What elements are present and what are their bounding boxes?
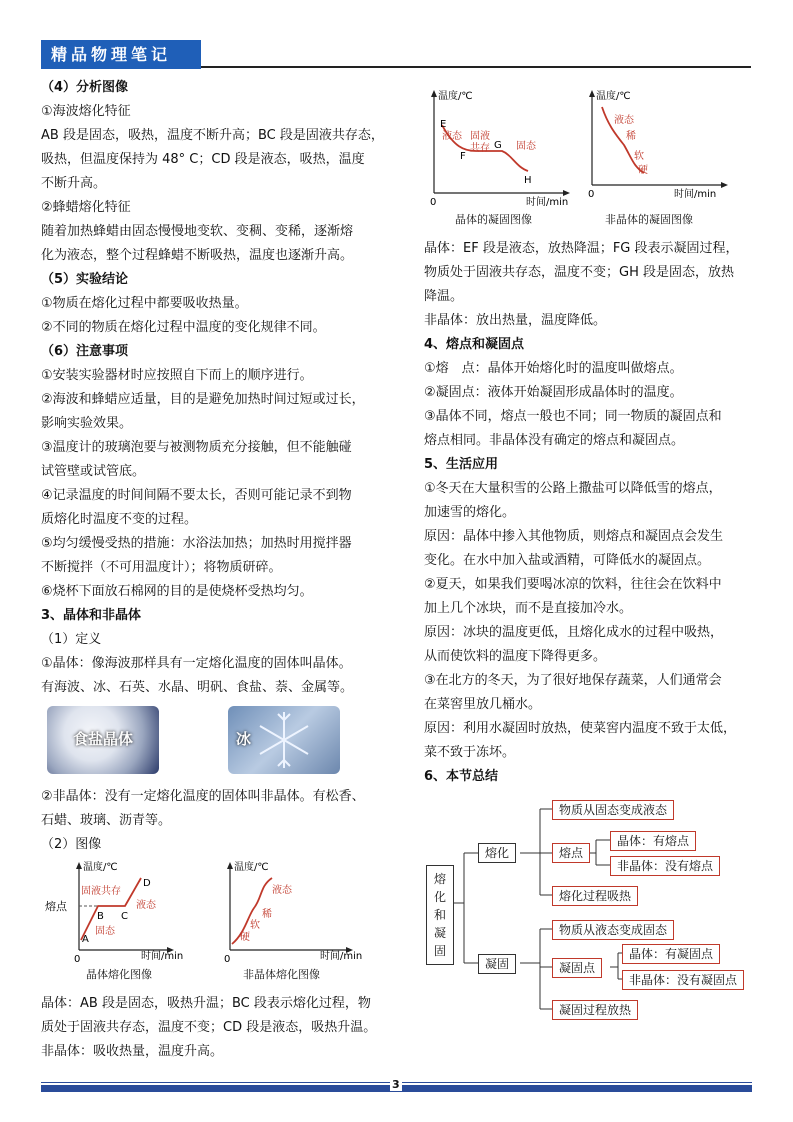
text-line: ③晶体不同，熔点一般也不同；同一物质的凝固点和 — [424, 409, 722, 424]
chart3-solid: 固态 — [516, 141, 536, 152]
text-line: 随着加热蜂蜡由固态慢慢地变软、变稠、变稀，逐渐熔 — [41, 224, 354, 239]
chart2-soft: 软 — [250, 920, 260, 931]
text-line: ②非晶体：没有一定熔化温度的固体叫非晶体。有松香、 — [41, 789, 365, 804]
chart1-D: D — [143, 878, 151, 889]
chart4-ylabel: 温度/℃ — [596, 91, 631, 102]
text-line: 不断升高。 — [41, 176, 107, 191]
text-line: AB 段是固态，吸热，温度不断升高；BC 段是固液共存态， — [41, 128, 384, 143]
text-line: ①晶体：像海波那样具有一定熔化温度的固体叫晶体。 — [41, 656, 352, 671]
chart3-xlabel: 时间/min — [526, 197, 569, 208]
text-line: 加上几个冰块，而不是直接加冷水。 — [424, 601, 633, 616]
text-line: 原因：冰块的温度更低，且熔化成水的过程中吸热， — [424, 625, 724, 640]
chart3-mix1: 固液 — [470, 131, 490, 142]
text-line: ②不同的物质在熔化过程中温度的变化规律不同。 — [41, 320, 326, 335]
summary-diagram — [424, 795, 754, 1020]
chart3-F: F — [460, 151, 466, 162]
chart2-caption: 非晶体熔化图像 — [243, 968, 320, 981]
amorphous-melting-chart — [220, 858, 363, 972]
summary-amorph-fp: 非晶体：没有凝固点 — [622, 970, 744, 990]
text-line: （1）定义 — [41, 632, 102, 647]
text-line: ①安装实验器材时应按照自下而上的顺序进行。 — [41, 368, 313, 383]
text-line: 熔点相同。非晶体没有确定的熔点和凝固点。 — [424, 433, 685, 448]
chart2-ylabel: 温度/℃ — [234, 862, 269, 873]
chart4-origin: 0 — [588, 189, 595, 200]
text-line: ③在北方的冬天，为了很好地保存蔬菜，人们通常会 — [424, 673, 722, 688]
text-line: 影响实验效果。 — [41, 416, 133, 431]
right-column-text — [424, 237, 754, 789]
text-line: ①冬天在大量积雪的公路上撒盐可以降低雪的熔点， — [424, 481, 722, 496]
chart1-mix: 固液共存 — [81, 886, 121, 897]
text-line: ①海波熔化特征 — [41, 104, 131, 119]
chart4-xlabel: 时间/min — [674, 189, 717, 200]
chart1-liquid: 液态 — [136, 900, 156, 911]
text-line: 非晶体：放出热量，温度降低。 — [424, 313, 607, 328]
summary-crystal-mp: 晶体：有熔点 — [610, 831, 696, 851]
text-line: 菜不致于冻坏。 — [424, 745, 516, 760]
text-line: 质处于固液共存态，温度不变；CD 段是液态，吸热升温。 — [41, 1020, 377, 1035]
text-line: ⑤均匀缓慢受热的措施：水浴法加热；加热时用搅拌器 — [41, 536, 352, 551]
text-line: 不断搅拌（不可用温度计）；将物质研碎。 — [41, 560, 282, 575]
text-line: ③温度计的玻璃泡要与被测物质充分接触，但不能触碰 — [41, 440, 352, 455]
crystal-freezing-chart — [424, 85, 574, 214]
salt-crystal-label: 食盐晶体 — [72, 730, 133, 748]
chart1-C: C — [121, 911, 128, 922]
section-heading: 4、熔点和凝固点 — [424, 337, 525, 352]
chart1-ylabel: 温度/℃ — [83, 862, 118, 873]
text-line: 吸热，但温度保持为 48° C；CD 段是液态，吸热，温度 — [41, 152, 365, 167]
crystal-melting-chart — [41, 858, 184, 972]
left-column-middle — [41, 785, 393, 857]
section-heading: （4）分析图像 — [41, 80, 129, 95]
chart4-caption: 非晶体的凝固图像 — [605, 213, 693, 226]
text-line: 质熔化时温度不变的过程。 — [41, 512, 198, 527]
text-line: 晶体：EF 段是液态，放热降温；FG 段表示凝固过程， — [424, 241, 739, 256]
chart1-origin: 0 — [74, 954, 81, 965]
chart1-caption: 晶体熔化图像 — [86, 968, 152, 981]
chart4-hard: 硬 — [638, 165, 648, 176]
text-line: 非晶体：吸收热量，温度升高。 — [41, 1044, 224, 1059]
summary-melt-point: 熔点 — [552, 843, 590, 863]
text-line: 物质处于固液共存态，温度不变；GH 段是固态，放热 — [424, 265, 734, 280]
chart4-soft: 软 — [634, 151, 644, 162]
chart2-origin: 0 — [224, 954, 231, 965]
chart3-liquid: 液态 — [442, 131, 462, 142]
text-line: ②夏天，如果我们要喝冰凉的饮料，往往会在饮料中 — [424, 577, 722, 592]
text-line: ②凝固点：液体开始凝固形成晶体时的温度。 — [424, 385, 683, 400]
section-heading: （6）注意事项 — [41, 344, 129, 359]
chart1-B: B — [97, 911, 104, 922]
text-line: 石蜡、玻璃、沥青等。 — [41, 813, 172, 828]
chart2-thin: 稀 — [262, 909, 272, 920]
section-heading: 6、本节总结 — [424, 769, 499, 784]
left-column-top — [41, 76, 393, 700]
text-line: 化为液态，整个过程蜂蜡不断吸热，温度也逐渐升高。 — [41, 248, 354, 263]
section-heading: （5）实验结论 — [41, 272, 129, 287]
text-line: 降温。 — [424, 289, 464, 304]
text-line: 在菜窖里放几桶水。 — [424, 697, 542, 712]
chart1-A: A — [82, 934, 89, 945]
amorphous-freezing-chart — [582, 85, 732, 214]
text-line: ②蜂蜡熔化特征 — [41, 200, 131, 215]
summary-melt: 熔化 — [478, 843, 516, 863]
chart4-thin: 稀 — [626, 131, 636, 142]
header-rule — [201, 66, 751, 68]
text-line: 试管壁或试管底。 — [41, 464, 146, 479]
summary-melt-heat: 熔化过程吸热 — [552, 886, 638, 906]
summary-crystal-fp: 晶体：有凝固点 — [622, 944, 720, 964]
text-line: 加速雪的熔化。 — [424, 505, 516, 520]
text-line: ④记录温度的时间间隔不要太长，否则可能记录不到物 — [41, 488, 352, 503]
text-line: ②海波和蜂蜡应适量，目的是避免加热时间过短或过长， — [41, 392, 365, 407]
text-line: 原因：晶体中掺入其他物质，则熔点和凝固点会发生 — [424, 529, 724, 544]
chart2-hard: 硬 — [240, 932, 250, 943]
text-line: ①物质在熔化过程中都要吸收热量。 — [41, 296, 248, 311]
ice-label: 冰 — [236, 730, 252, 748]
text-line: 原因：利用水凝固时放热，使菜窖内温度不致于太低， — [424, 721, 737, 736]
chart1-solid: 固态 — [95, 926, 115, 937]
summary-melt-desc: 物质从固态变成液态 — [552, 800, 674, 820]
section-heading: 5、生活应用 — [424, 457, 499, 472]
left-column-bottom — [41, 992, 393, 1064]
summary-amorph-mp: 非晶体：没有熔点 — [610, 856, 720, 876]
text-line: 从而使饮料的温度下降得更多。 — [424, 649, 607, 664]
header-title: 精品物理笔记 — [51, 45, 172, 64]
chart3-G: G — [494, 140, 502, 151]
section-heading: 3、晶体和非晶体 — [41, 608, 142, 623]
chart3-caption: 晶体的凝固图像 — [455, 213, 532, 226]
salt-crystal-photo — [47, 706, 159, 774]
summary-freeze-heat: 凝固过程放热 — [552, 1000, 638, 1020]
text-line: ⑥烧杯下面放石棉网的目的是使烧杯受热均匀。 — [41, 584, 313, 599]
text-line: 有海波、冰、石英、水晶、明矾、食盐、萘、金属等。 — [41, 680, 354, 695]
text-line: 晶体：AB 段是固态，吸热升温；BC 段表示熔化过程，物 — [41, 996, 371, 1011]
text-line: ①熔 点：晶体开始熔化时的温度叫做熔点。 — [424, 361, 683, 376]
header-banner — [41, 40, 201, 69]
text-line: 变化。在水中加入盐或酒精，可降低水的凝固点。 — [424, 553, 711, 568]
chart3-ylabel: 温度/℃ — [438, 91, 473, 102]
page-number: 3 — [392, 1078, 400, 1091]
summary-freeze-point: 凝固点 — [552, 958, 602, 978]
chart3-origin: 0 — [430, 197, 437, 208]
ice-crystal-photo — [228, 706, 340, 774]
summary-freeze: 凝固 — [478, 954, 516, 974]
chart4-liquid: 液态 — [614, 115, 634, 126]
summary-freeze-desc: 物质从液态变成固态 — [552, 920, 674, 940]
text-line: （2）图像 — [41, 837, 102, 852]
chart1-xlabel: 时间/min — [141, 951, 184, 962]
chart1-melt-point: 熔点 — [45, 900, 67, 913]
chart2-liquid: 液态 — [272, 885, 292, 896]
chart3-mix2: 共存 — [470, 143, 490, 154]
summary-root: 熔化和凝固 — [426, 865, 454, 965]
chart3-E: E — [440, 119, 447, 130]
chart3-H: H — [524, 175, 532, 186]
chart2-xlabel: 时间/min — [320, 951, 363, 962]
